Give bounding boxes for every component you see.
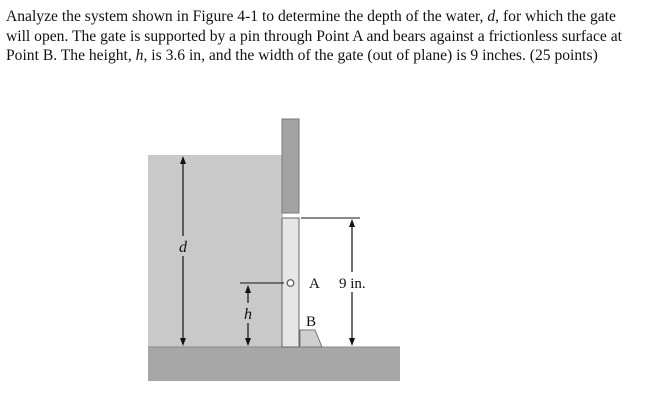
label-d: d: [179, 239, 187, 256]
stop-block: [300, 330, 322, 347]
water-region: [148, 155, 283, 347]
variable-d: d: [487, 8, 496, 25]
problem-text-3: , is 3.6 in, and the width of the gate (out of plane) is 9 inches. (25 points): [143, 47, 598, 64]
ground-slab: [148, 347, 400, 381]
upper-wall: [282, 119, 299, 213]
pin-a: [287, 280, 294, 287]
problem-text-1: Analyze the system shown in Figure 4-1 to determine the depth of the water,: [6, 8, 488, 25]
dimension-9in-arrow-top: [349, 219, 355, 227]
variable-h: h: [135, 47, 144, 64]
label-a: A: [309, 276, 320, 292]
label-b: B: [306, 314, 317, 330]
problem-text-2: , for which the gate will open. The gate is supported by a pin through Point A and bears against a frictionless surface at Point B. The height,: [6, 8, 622, 64]
dimension-9in-arrow-bottom: [349, 338, 355, 346]
label-h: h: [244, 306, 252, 323]
label-9-in: 9 in.: [339, 276, 366, 292]
